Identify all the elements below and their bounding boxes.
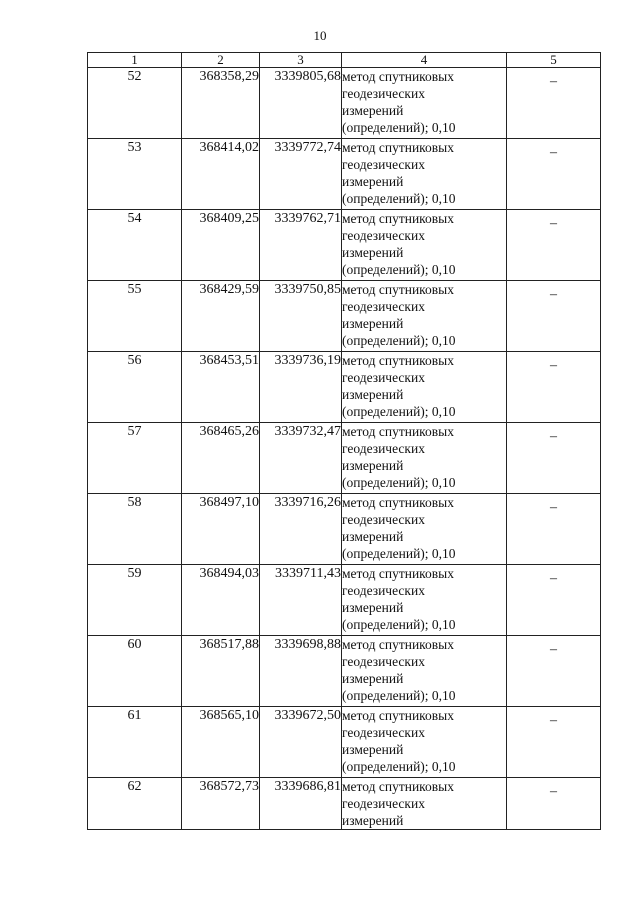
table-body (88, 68, 601, 830)
method-cell (342, 565, 507, 636)
method-line: метод спутниковых (342, 495, 454, 510)
note-dash: – (550, 642, 557, 657)
table-row (88, 494, 601, 565)
point-number-cell: 59 (88, 565, 182, 636)
note-cell (507, 423, 601, 494)
method-line: метод спутниковых (342, 282, 454, 297)
point-number-cell: 60 (88, 636, 182, 707)
y-coordinate-cell: 3339736,19 (260, 352, 342, 423)
method-line: измерений (342, 529, 404, 544)
method-line: (определений); 0,10 (342, 262, 456, 277)
method-cell (342, 281, 507, 352)
y-coordinate-cell: 3339672,50 (260, 707, 342, 778)
method-line: геодезических (342, 654, 425, 669)
note-dash: – (550, 358, 557, 373)
point-number-cell: 54 (88, 210, 182, 281)
method-line: геодезических (342, 512, 425, 527)
table-row (88, 139, 601, 210)
method-line: метод спутниковых (342, 708, 454, 723)
method-cell (342, 707, 507, 778)
method-line: измерений (342, 742, 404, 757)
column-header-1: 1 (88, 53, 182, 68)
method-line: измерений (342, 458, 404, 473)
x-coordinate-cell: 368453,51 (182, 352, 260, 423)
note-dash: – (550, 145, 557, 160)
method-line: геодезических (342, 86, 425, 101)
point-number-cell: 52 (88, 68, 182, 139)
note-dash: – (550, 571, 557, 586)
method-line: измерений (342, 600, 404, 615)
table-row (88, 636, 601, 707)
y-coordinate-cell: 3339716,26 (260, 494, 342, 565)
y-coordinate-cell: 3339711,43 (260, 565, 342, 636)
method-line: геодезических (342, 796, 425, 811)
note-cell (507, 281, 601, 352)
table-row (88, 423, 601, 494)
note-dash: – (550, 784, 557, 799)
method-line: метод спутниковых (342, 353, 454, 368)
x-coordinate-cell: 368517,88 (182, 636, 260, 707)
note-cell (507, 494, 601, 565)
method-line: (определений); 0,10 (342, 120, 456, 135)
x-coordinate-cell: 368572,73 (182, 778, 260, 830)
point-number-cell: 58 (88, 494, 182, 565)
table-row (88, 707, 601, 778)
note-dash: – (550, 429, 557, 444)
y-coordinate-cell: 3339750,85 (260, 281, 342, 352)
point-number-cell: 61 (88, 707, 182, 778)
y-coordinate-cell: 3339762,71 (260, 210, 342, 281)
x-coordinate-cell: 368429,59 (182, 281, 260, 352)
method-cell (342, 68, 507, 139)
note-dash: – (550, 287, 557, 302)
point-number-cell: 57 (88, 423, 182, 494)
method-line: геодезических (342, 583, 425, 598)
column-header-4: 4 (342, 53, 507, 68)
column-header-5: 5 (507, 53, 601, 68)
point-number-cell: 56 (88, 352, 182, 423)
note-cell (507, 352, 601, 423)
method-cell (342, 494, 507, 565)
page-number: 10 (313, 28, 327, 43)
method-line: метод спутниковых (342, 566, 454, 581)
table-header-row (88, 53, 601, 68)
point-number-cell: 62 (88, 778, 182, 830)
method-line: геодезических (342, 228, 425, 243)
x-coordinate-cell: 368494,03 (182, 565, 260, 636)
note-dash: – (550, 500, 557, 515)
column-header-2: 2 (182, 53, 260, 68)
method-line: геодезических (342, 441, 425, 456)
y-coordinate-cell: 3339732,47 (260, 423, 342, 494)
method-cell (342, 423, 507, 494)
method-line: (определений); 0,10 (342, 759, 456, 774)
method-cell (342, 636, 507, 707)
method-line: (определений); 0,10 (342, 546, 456, 561)
method-line: (определений); 0,10 (342, 404, 456, 419)
method-line: измерений (342, 387, 404, 402)
x-coordinate-cell: 368497,10 (182, 494, 260, 565)
note-cell (507, 565, 601, 636)
method-line: метод спутниковых (342, 140, 454, 155)
method-line: метод спутниковых (342, 779, 454, 794)
method-line: геодезических (342, 299, 425, 314)
point-number-cell: 55 (88, 281, 182, 352)
y-coordinate-cell: 3339686,81 (260, 778, 342, 830)
method-line: измерений (342, 245, 404, 260)
note-cell (507, 68, 601, 139)
note-dash: – (550, 74, 557, 89)
x-coordinate-cell: 368358,29 (182, 68, 260, 139)
table-row (88, 778, 601, 830)
table-row (88, 68, 601, 139)
method-cell (342, 139, 507, 210)
method-line: метод спутниковых (342, 637, 454, 652)
y-coordinate-cell: 3339772,74 (260, 139, 342, 210)
method-line: измерений (342, 174, 404, 189)
method-line: измерений (342, 103, 404, 118)
x-coordinate-cell: 368465,26 (182, 423, 260, 494)
method-line: измерений (342, 813, 404, 828)
note-cell (507, 210, 601, 281)
coordinates-table (87, 52, 601, 830)
method-line: геодезических (342, 157, 425, 172)
y-coordinate-cell: 3339805,68 (260, 68, 342, 139)
method-line: (определений); 0,10 (342, 688, 456, 703)
method-line: измерений (342, 671, 404, 686)
method-line: метод спутниковых (342, 424, 454, 439)
method-line: метод спутниковых (342, 211, 454, 226)
x-coordinate-cell: 368565,10 (182, 707, 260, 778)
method-line: геодезических (342, 725, 425, 740)
table-row (88, 210, 601, 281)
x-coordinate-cell: 368414,02 (182, 139, 260, 210)
note-dash: – (550, 713, 557, 728)
x-coordinate-cell: 368409,25 (182, 210, 260, 281)
method-line: (определений); 0,10 (342, 617, 456, 632)
note-dash: – (550, 216, 557, 231)
note-cell (507, 707, 601, 778)
method-line: измерений (342, 316, 404, 331)
y-coordinate-cell: 3339698,88 (260, 636, 342, 707)
method-line: (определений); 0,10 (342, 475, 456, 490)
method-cell (342, 210, 507, 281)
table-row (88, 352, 601, 423)
method-cell (342, 352, 507, 423)
table-row (88, 565, 601, 636)
note-cell (507, 636, 601, 707)
method-line: геодезических (342, 370, 425, 385)
method-line: (определений); 0,10 (342, 333, 456, 348)
table-row (88, 281, 601, 352)
column-header-3: 3 (260, 53, 342, 68)
method-line: (определений); 0,10 (342, 191, 456, 206)
note-cell (507, 139, 601, 210)
note-cell (507, 778, 601, 830)
method-line: метод спутниковых (342, 69, 454, 84)
point-number-cell: 53 (88, 139, 182, 210)
method-cell (342, 778, 507, 830)
